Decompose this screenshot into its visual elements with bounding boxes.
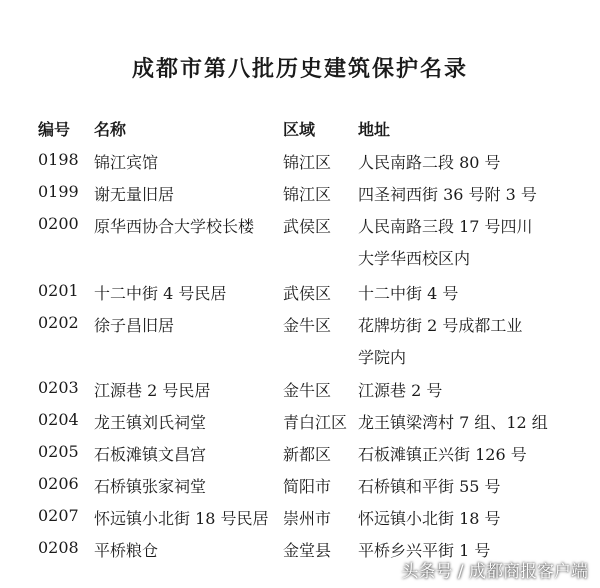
row-name: 徐子昌旧居 bbox=[94, 316, 175, 335]
row-address: 四圣祠西街 36 号附 3 号 bbox=[358, 185, 537, 204]
header-name: 名称 bbox=[94, 120, 127, 139]
row-id: 0200 bbox=[38, 214, 79, 233]
row-id: 0201 bbox=[38, 281, 79, 300]
header-district: 区域 bbox=[283, 120, 316, 139]
row-district: 武侯区 bbox=[283, 284, 332, 303]
page-title: 成都市第八批历史建筑保护名录 bbox=[131, 56, 468, 82]
header-address: 地址 bbox=[358, 120, 391, 139]
row-id: 0205 bbox=[38, 442, 79, 461]
row-district: 新都区 bbox=[283, 445, 332, 464]
row-district: 金牛区 bbox=[283, 381, 332, 400]
row-address: 花牌坊街 2 号成都工业 bbox=[358, 316, 523, 335]
row-id: 0199 bbox=[38, 182, 79, 201]
row-address-continued: 学院内 bbox=[358, 348, 407, 367]
row-district: 金堂县 bbox=[283, 541, 332, 560]
row-address: 江源巷 2 号 bbox=[358, 381, 443, 400]
row-name: 原华西协合大学校长楼 bbox=[94, 217, 255, 236]
row-address-continued: 大学华西校区内 bbox=[358, 249, 471, 268]
row-name: 石板滩镇文昌宫 bbox=[94, 445, 207, 464]
row-id: 0198 bbox=[38, 150, 79, 169]
row-district: 锦江区 bbox=[283, 185, 332, 204]
row-address: 十二中街 4 号 bbox=[358, 284, 459, 303]
row-id: 0207 bbox=[38, 506, 79, 525]
row-name: 石桥镇张家祠堂 bbox=[94, 477, 207, 496]
watermark: 头条号 / 成都商报客户端 bbox=[401, 562, 588, 582]
row-name: 锦江宾馆 bbox=[94, 153, 159, 172]
row-id: 0204 bbox=[38, 410, 79, 429]
row-district: 武侯区 bbox=[283, 217, 332, 236]
row-district: 简阳市 bbox=[283, 477, 332, 496]
row-id: 0203 bbox=[38, 378, 79, 397]
row-address: 平桥乡兴平街 1 号 bbox=[358, 541, 491, 560]
row-name: 龙王镇刘氏祠堂 bbox=[94, 413, 207, 432]
row-address: 怀远镇小北街 18 号 bbox=[358, 509, 501, 528]
row-name: 谢无量旧居 bbox=[94, 185, 175, 204]
row-name: 平桥粮仓 bbox=[94, 541, 159, 560]
row-address: 石板滩镇正兴街 126 号 bbox=[358, 445, 527, 464]
row-district: 锦江区 bbox=[283, 153, 332, 172]
row-name: 江源巷 2 号民居 bbox=[94, 381, 211, 400]
row-district: 青白江区 bbox=[283, 413, 348, 432]
header-id: 编号 bbox=[38, 120, 71, 139]
row-address: 人民南路二段 80 号 bbox=[358, 153, 501, 172]
row-address: 龙王镇梁湾村 7 组、12 组 bbox=[358, 413, 548, 432]
row-id: 0208 bbox=[38, 538, 79, 557]
row-address: 石桥镇和平街 55 号 bbox=[358, 477, 501, 496]
row-id: 0206 bbox=[38, 474, 79, 493]
row-address: 人民南路三段 17 号四川 bbox=[358, 217, 533, 236]
row-name: 十二中街 4 号民居 bbox=[94, 284, 227, 303]
row-name: 怀远镇小北街 18 号民居 bbox=[94, 509, 269, 528]
row-district: 崇州市 bbox=[283, 509, 332, 528]
row-id: 0202 bbox=[38, 313, 79, 332]
row-district: 金牛区 bbox=[283, 316, 332, 335]
